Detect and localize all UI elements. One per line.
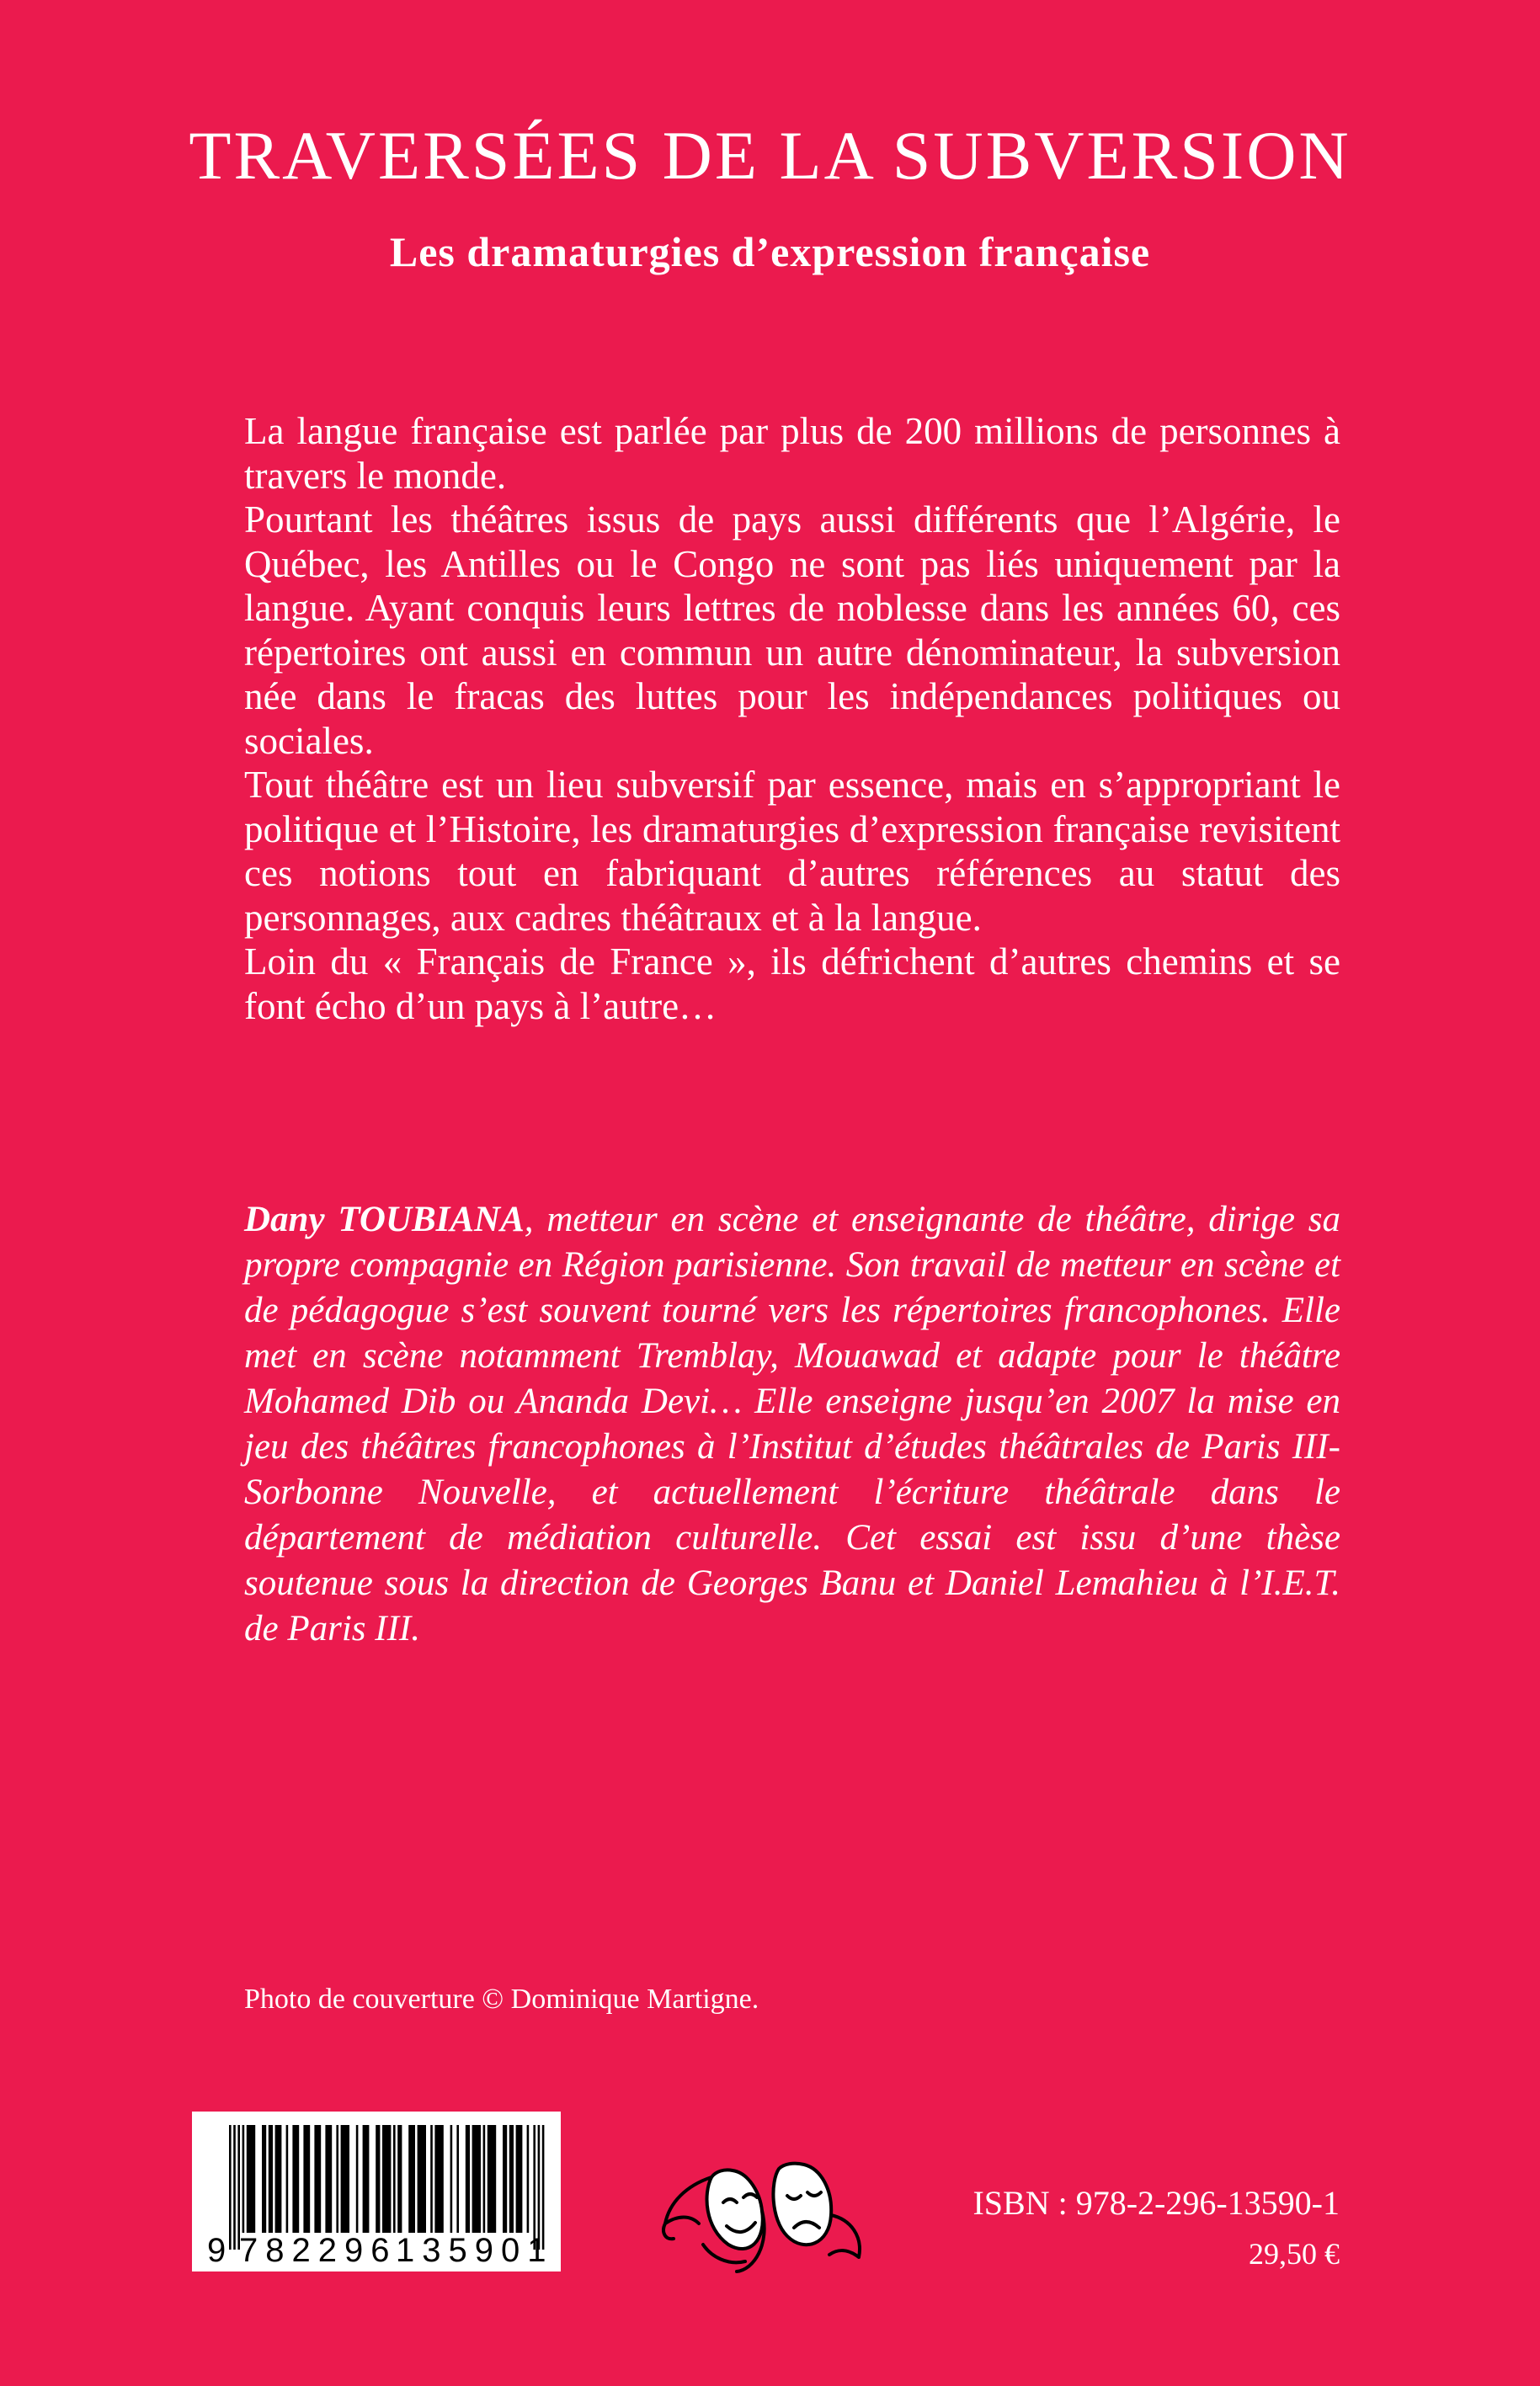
barcode-bar [483,2125,486,2233]
barcode-bar [356,2125,359,2233]
theatre-masks-logo [653,2144,871,2278]
barcode-bar [363,2125,370,2233]
barcode-bar [286,2125,289,2233]
barcode-bar [533,2125,536,2250]
barcode-bar [303,2125,310,2233]
barcode-bar [233,2125,236,2250]
barcode-bar [341,2125,349,2233]
price: 29,50 € [1249,2237,1340,2271]
barcode-bar [376,2125,380,2233]
barcode-bar [488,2125,496,2233]
barcode-bar [336,2125,338,2233]
barcode-bar [434,2125,443,2233]
photo-credit: Photo de couverture © Dominique Martigne. [244,1984,759,2015]
blurb-paragraph: Loin du « Français de France », ils défrichent d’autres chemins et se font écho d’un pays à l’autre… [244,940,1340,1027]
barcode-bar [292,2125,299,2233]
barcode-bar [314,2125,321,2233]
blurb-paragraph: La langue française est parlée par plus de 200 millions de personnes à travers le monde. [244,410,1340,497]
barcode-right-group: 135901 [396,2232,554,2268]
book-title: TRAVERSÉES DE LA SUBVERSION [189,117,1351,194]
barcode-bar [430,2125,433,2233]
barcode-bar [325,2125,332,2233]
barcode-bar [527,2125,530,2233]
barcode-bar [538,2125,541,2250]
barcode-bar [509,2125,514,2233]
barcode-bar [275,2125,282,2233]
theatre-masks-icon [653,2144,871,2278]
barcode-bar [466,2125,470,2233]
barcode-graphic [195,2115,557,2268]
barcode-bar [262,2125,266,2233]
barcode-bar [269,2125,273,2233]
barcode-bar [542,2125,545,2250]
barcode-bar [472,2125,481,2233]
isbn: ISBN : 978-2-296-13590-1 [972,2184,1340,2222]
author-name: Dany TOUBIANA [244,1200,525,1239]
barcode-bar [397,2125,402,2233]
author-bio-text: , metteur en scène et enseignante de théâtre, dirige sa propre compagnie en Région parisienne. Son travail de metteur en scène et de pédagogue s’est souvent tourné vers les répertoires francophones. Elle met en scène notamment Tremblay, Mouawad et adapte pour le théâtre Mohamed Dib ou Ananda Devi… Elle enseigne jusqu’en 2007 la mise en jeu des théâtres francophones à l’Institut d’études théâtrales de Paris III- Sorbonne Nouvelle, et actuellement l’écriture théâtrale dans le département de médiation culturelle. Cet essai est issu d’une thèse soutenue sous la direction de Georges Banu et Daniel Lemahieu à l’I.E.T. de Paris III. [244,1200,1341,1648]
barcode-left-group: 782296 [239,2232,397,2268]
barcode-bar [516,2125,523,2233]
barcode-bar [450,2125,453,2233]
blurb [244,409,1340,1028]
barcode-bar [247,2125,255,2233]
barcode-bar [393,2125,396,2233]
barcode-bar [408,2125,415,2233]
barcode-bar [418,2125,426,2233]
barcode [192,2112,561,2271]
barcode-bar [382,2125,391,2233]
barcode-first-digit: 9 [207,2232,226,2268]
barcode-bar [237,2125,240,2250]
barcode-bar [503,2125,507,2233]
barcode-bar [242,2125,245,2233]
blurb-paragraph: Tout théâtre est un lieu subversif par essence, mais en s’appropriant le politique et l’Histoire, les dramaturgies d’expression française revisitent ces notions tout en fabriquant d’autres références au statut des personnages, aux cadres théâtraux et à la langue. [244,764,1340,939]
author-bio [244,1197,1340,1652]
barcode-bar [229,2125,232,2250]
book-subtitle: Les dramaturgies d’expression française [389,228,1151,275]
blurb-paragraph: Pourtant les théâtres issus de pays aussi différents que l’Algérie, le Québec, les Antilles ou le Congo ne sont pas liés uniquement par la langue. Ayant conquis leurs lettres de noblesse dans les années 60, ces répertoires ont aussi en commun un autre dénominateur, la subversion née dans le fracas des luttes pour les indépendances politiques ou sociales. [244,498,1340,762]
barcode-bar [456,2125,459,2233]
